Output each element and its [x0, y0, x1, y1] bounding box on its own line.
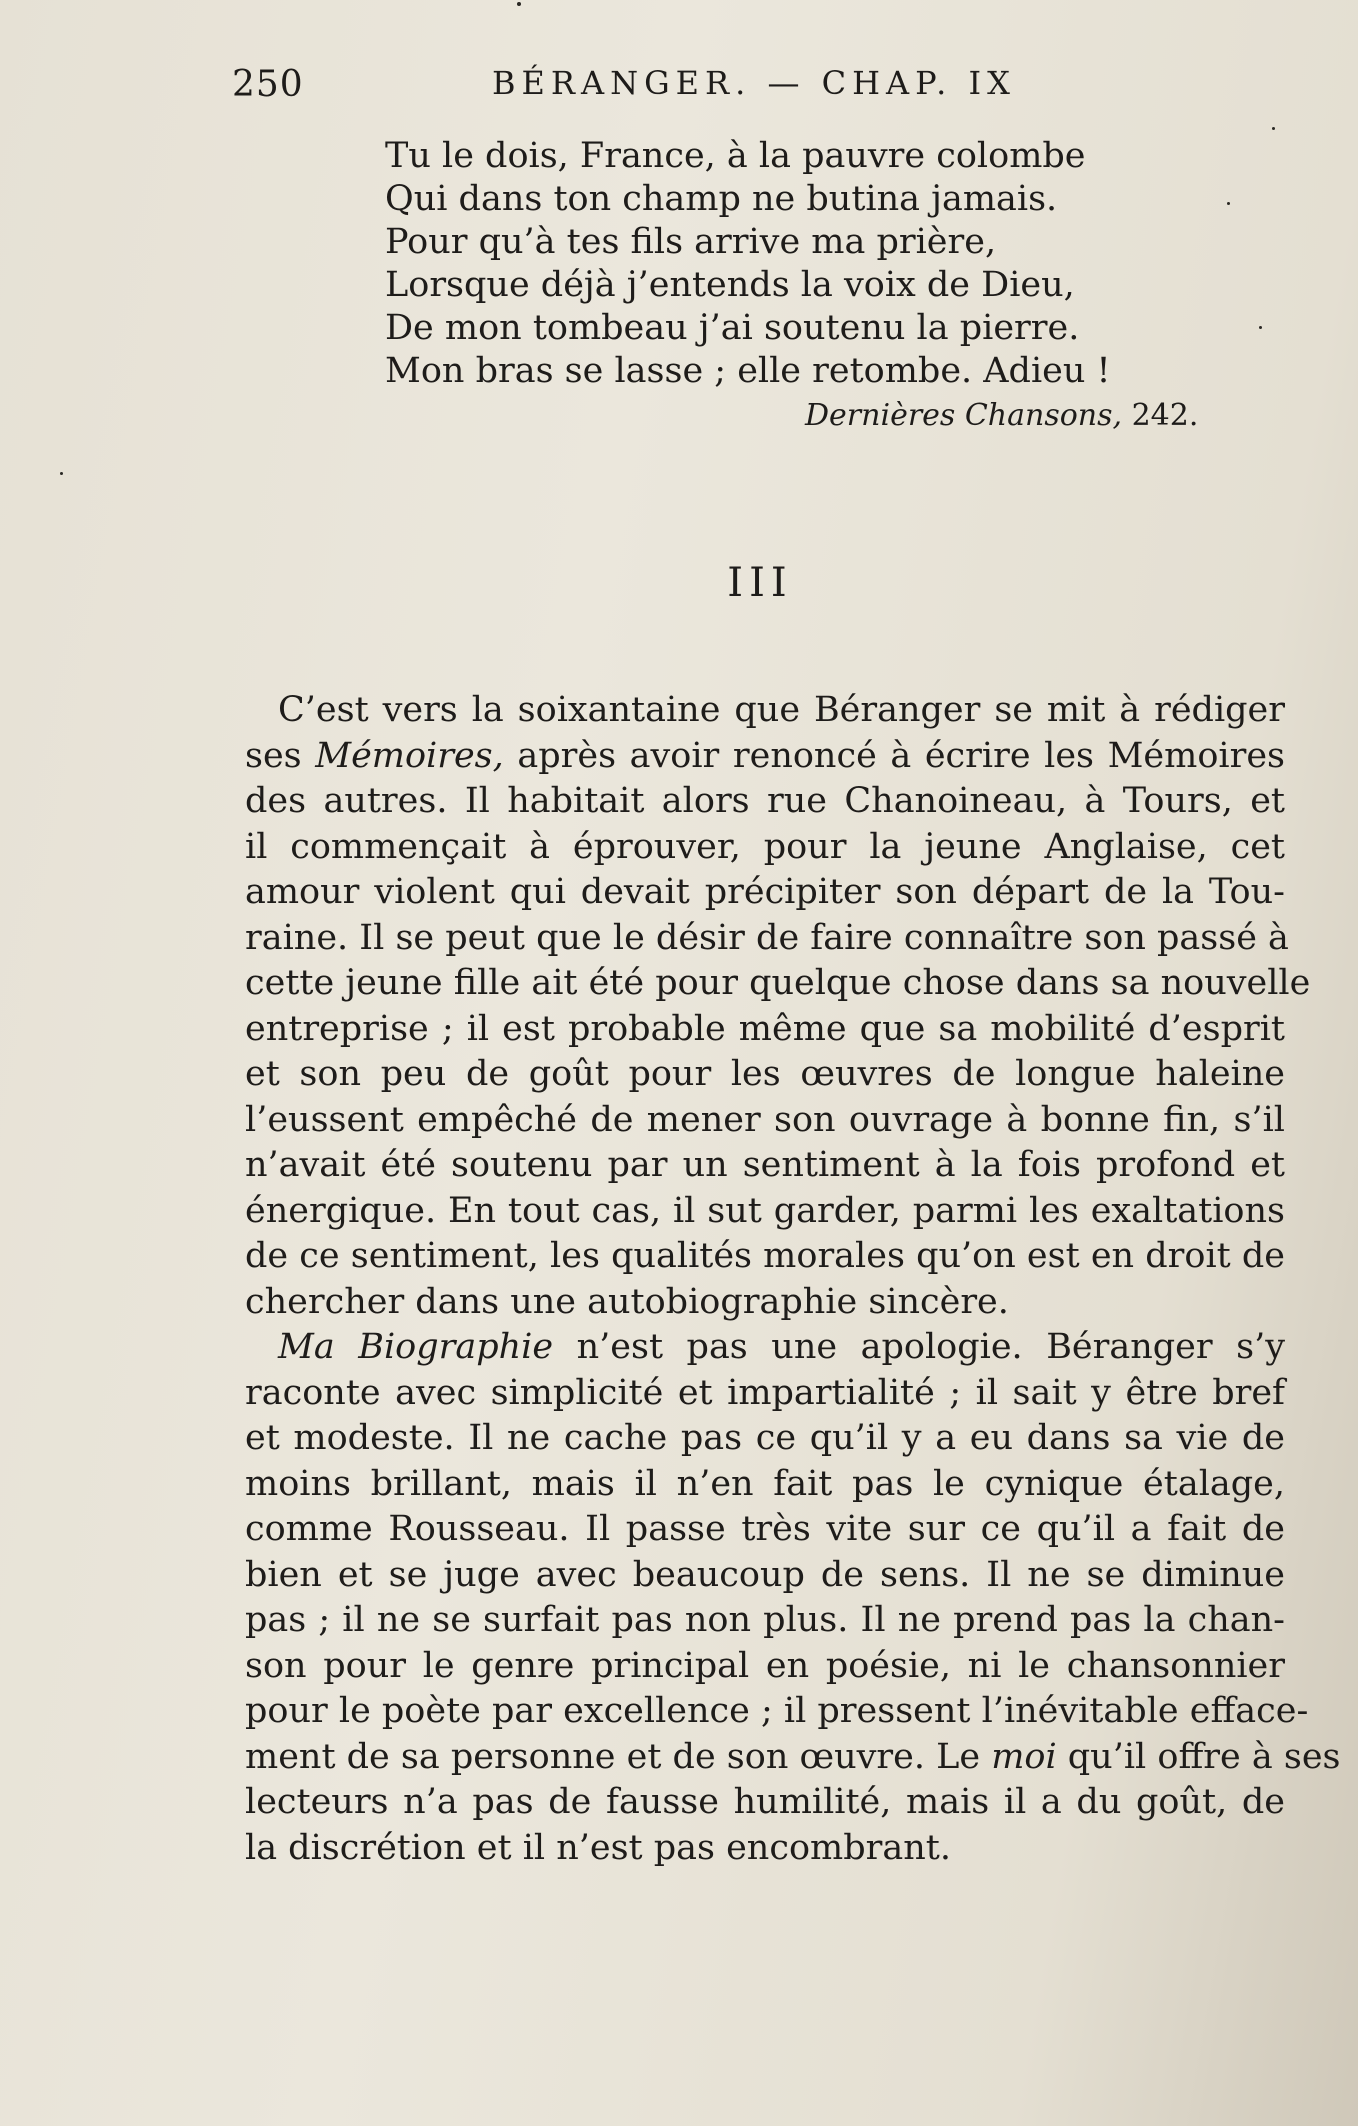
text-line: cette jeune fille ait été pour quelque chose dans sa nouvelle [245, 963, 1311, 1003]
text-line: et modeste. Il ne cache pas ce qu’il y a eu dans sa vie de [245, 1418, 1285, 1458]
text-line: ment de sa personne et de son œuvre. Le moi qu’il offre à ses [245, 1736, 1341, 1777]
text-line: pour le poète par excellence ; il pressent l’inévitable efface- [245, 1691, 1309, 1731]
text-line: lecteurs n’a pas de fausse humilité, mais il a du goût, de [245, 1782, 1285, 1822]
poem-verse: Pour qu’à tes fils arrive ma prière, [385, 222, 997, 262]
poem-verse: Qui dans ton champ ne butina jamais. [385, 179, 1058, 219]
text-line: chercher dans une autobiographie sincère. [245, 1281, 1009, 1322]
text-line: de ce sentiment, les qualités morales qu’on est en droit de [245, 1236, 1285, 1276]
text-line: raconte avec simplicité et impartialité ; il sait y être bref [245, 1372, 1285, 1413]
text-line: énergique. En tout cas, il sut garder, parmi les exaltations [245, 1190, 1285, 1231]
running-title: BÉRANGER. — CHAP. IX [492, 64, 1016, 102]
paper-speck [1259, 326, 1262, 329]
paper-speck [517, 2, 521, 6]
text-line: ses Mémoires, après avoir renoncé à écrire les Mémoires [245, 735, 1285, 776]
paragraph [245, 1325, 1341, 1871]
poem-attribution [805, 398, 1198, 433]
text-line: il commençait à éprouver, pour la jeune Anglaise, cet [245, 826, 1285, 867]
paper-speck [60, 472, 63, 475]
attribution-page: 242. [1122, 398, 1199, 433]
poem-verse: Lorsque déjà j’entends la voix de Dieu, [385, 265, 1075, 305]
poem-verse: De mon tombeau j’ai soutenu la pierre. [385, 308, 1080, 348]
poem-verse: Tu le dois, France, à la pauvre colombe [385, 136, 1086, 176]
poem-verse: Mon bras se lasse ; elle retombe. Adieu ! [385, 351, 1111, 391]
attribution-source: Dernières Chansons, [805, 398, 1123, 433]
text-line: et son peu de goût pour les œuvres de longue haleine [245, 1054, 1285, 1094]
text-line: Ma Biographie n’est pas une apologie. Béranger s’y [278, 1327, 1286, 1367]
running-head [232, 64, 1032, 114]
text-line: l’eussent empêché de mener son ouvrage à bonne fin, s’il [245, 1099, 1285, 1140]
body-text [245, 688, 1341, 1871]
poem-stanza [385, 135, 1165, 393]
text-line: raine. Il se peut que le désir de faire connaître son passé à [245, 917, 1289, 958]
text-line: moins brillant, mais il n’en fait pas le cynique étalage, [245, 1463, 1285, 1504]
text-line: n’avait été soutenu par un sentiment à la fois profond et [245, 1145, 1285, 1185]
text-line: la discrétion et il n’est pas encombrant. [245, 1827, 951, 1868]
text-line: amour violent qui devait précipiter son départ de la Tou- [245, 872, 1285, 912]
text-line: des autres. Il habitait alors rue Chanoineau, à Tours, et [245, 781, 1285, 821]
text-line: entreprise ; il est probable même que sa mobilité d’esprit [245, 1008, 1285, 1049]
section-heading: III [727, 560, 793, 606]
text-line: son pour le genre principal en poésie, ni le chansonnier [245, 1645, 1285, 1686]
page-number: 250 [232, 64, 304, 105]
text-line: comme Rousseau. Il passe très vite sur ce qu’il a fait de [245, 1509, 1285, 1549]
text-line: bien et se juge avec beaucoup de sens. Il ne se diminue [245, 1554, 1285, 1595]
text-line: C’est vers la soixantaine que Béranger se mit à rédiger [278, 690, 1285, 730]
paper-speck [1227, 202, 1230, 205]
paper-speck [1272, 127, 1275, 130]
paragraph [245, 688, 1311, 1325]
text-line: pas ; il ne se surfait pas non plus. Il ne prend pas la chan- [245, 1600, 1285, 1640]
